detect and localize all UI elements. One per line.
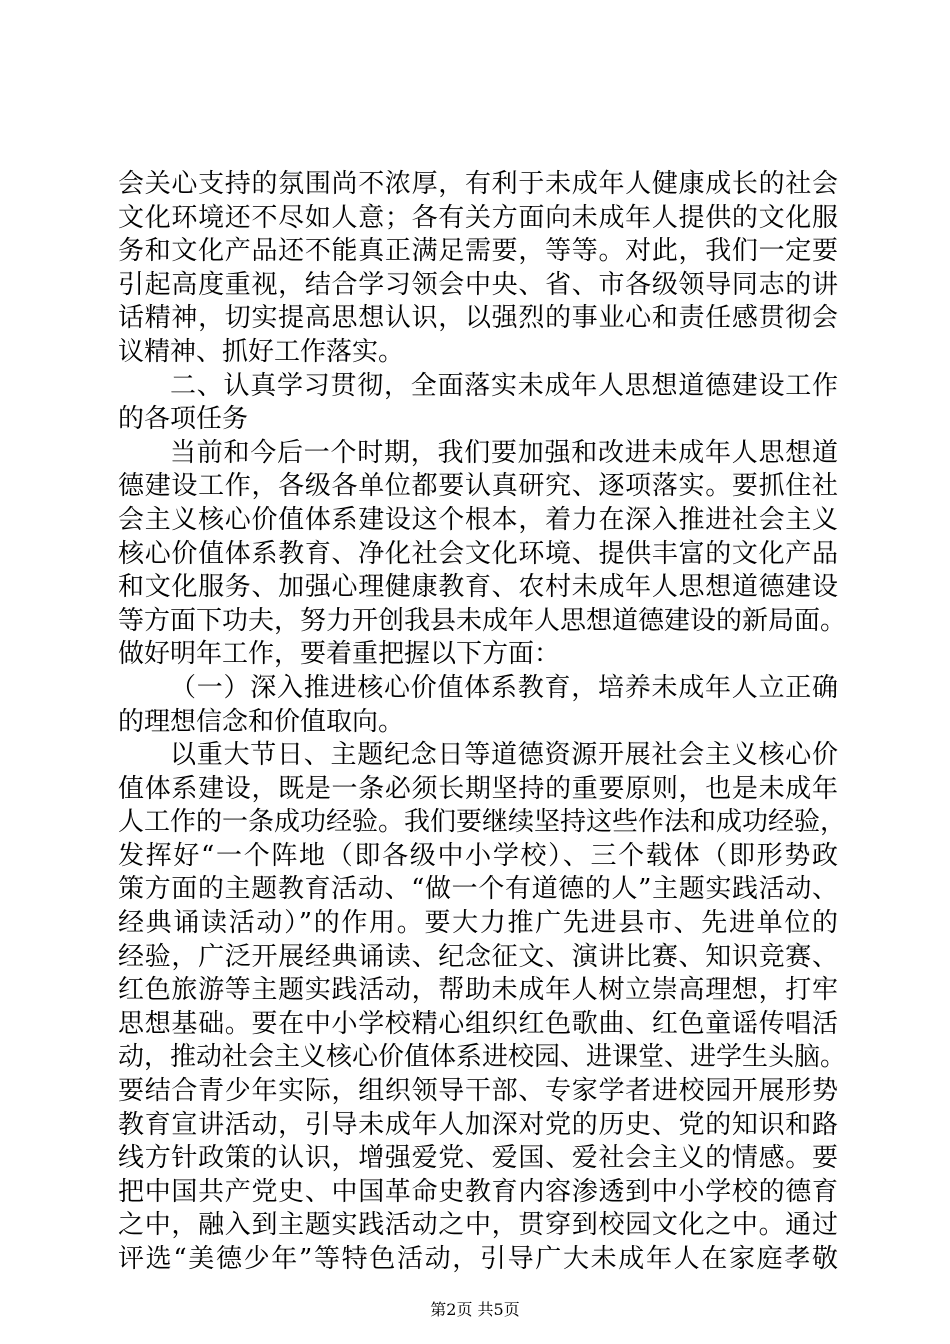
text-line: 会关心支持的氛围尚不浓厚，有利于未成年人健康成长的社会 — [118, 169, 838, 199]
text-line: 核心价值体系教育、净化社会文化环境、提供丰富的文化产品 — [118, 538, 838, 569]
text-line: 要结合青少年实际，组织领导干部、专家学者进校园开展形势 — [118, 1076, 838, 1107]
text-line: 思想基础。要在中小学校精心组织红色歌曲、红色童谣传唱活 — [118, 1008, 838, 1039]
text-line: 做好明年工作，要着重把握以下方面： — [118, 639, 561, 670]
text-line: 话精神，切实提高思想认识，以强烈的事业心和责任感贯彻会 — [118, 303, 838, 334]
text-line: 动，推动社会主义核心价值体系进校园、进课堂、进学生头脑。 — [118, 1042, 847, 1073]
text-line: 之中，融入到主题实践活动之中，贯穿到校园文化之中。通过 — [118, 1210, 838, 1241]
text-line: 文化环境还不尽如人意；各有关方面向未成年人提供的文化服 — [118, 202, 838, 233]
text-line: （一）深入推进核心价值体系教育，培养未成年人立正确 — [170, 672, 838, 703]
text-line: 值体系建设，既是一条必须长期坚持的重要原则，也是未成年 — [118, 773, 838, 804]
text-line: 二、认真学习贯彻，全面落实未成年人思想道德建设工作 — [170, 370, 838, 401]
text-line: 评选“美德少年”等特色活动，引导广大未成年人在家庭孝敬 — [118, 1244, 838, 1274]
text-line: 经验，广泛开展经典诵读、纪念征文、演讲比赛、知识竞赛、 — [118, 941, 838, 972]
text-line: 以重大节日、主题纪念日等道德资源开展社会主义核心价 — [170, 740, 838, 771]
text-line: 经典诵读活动）”的作用。要大力推广先进县市、先进单位的 — [118, 908, 838, 939]
text-line: 的各项任务 — [118, 404, 249, 435]
text-line: 人工作的一条成功经验。我们要继续坚持这些作法和成功经验， — [118, 807, 847, 838]
text-line: 教育宣讲活动，引导未成年人加深对党的历史、党的知识和路 — [118, 1109, 838, 1140]
text-line: 议精神、抓好工作落实。 — [118, 336, 405, 367]
text-line: 德建设工作，各级各单位都要认真研究、逐项落实。要抓住社 — [118, 471, 838, 502]
text-line: 发挥好“一个阵地（即各级中小学校）、三个载体（即形势政 — [118, 840, 838, 871]
text-line: 的理想信念和价值取向。 — [118, 706, 405, 737]
text-line: 等方面下功夫，努力开创我县未成年人思想道德建设的新局面。 — [118, 605, 847, 636]
text-line: 会主义核心价值体系建设这个根本，着力在深入推进社会主义 — [118, 504, 838, 535]
page-footer: 第2页 共5页 — [430, 1300, 520, 1319]
text-line: 引起高度重视，结合学习领会中央、省、市各级领导同志的讲 — [118, 269, 838, 300]
text-line: 红色旅游等主题实践活动，帮助未成年人树立崇高理想，打牢 — [118, 975, 838, 1006]
text-line: 务和文化产品还不能真正满足需要，等等。对此，我们一定要 — [118, 236, 838, 267]
text-line: 线方针政策的认识，增强爱党、爱国、爱社会主义的情感。要 — [118, 1143, 838, 1174]
document-body — [118, 168, 847, 1277]
text-line: 策方面的主题教育活动、“做一个有道德的人”主题实践活动、 — [118, 874, 838, 905]
text-line: 和文化服务、加强心理健康教育、农村未成年人思想道德建设 — [118, 572, 838, 603]
text-line: 把中国共产党史、中国革命史教育内容渗透到中小学校的德育 — [118, 1176, 838, 1207]
text-line: 当前和今后一个时期，我们要加强和改进未成年人思想道 — [170, 437, 838, 468]
